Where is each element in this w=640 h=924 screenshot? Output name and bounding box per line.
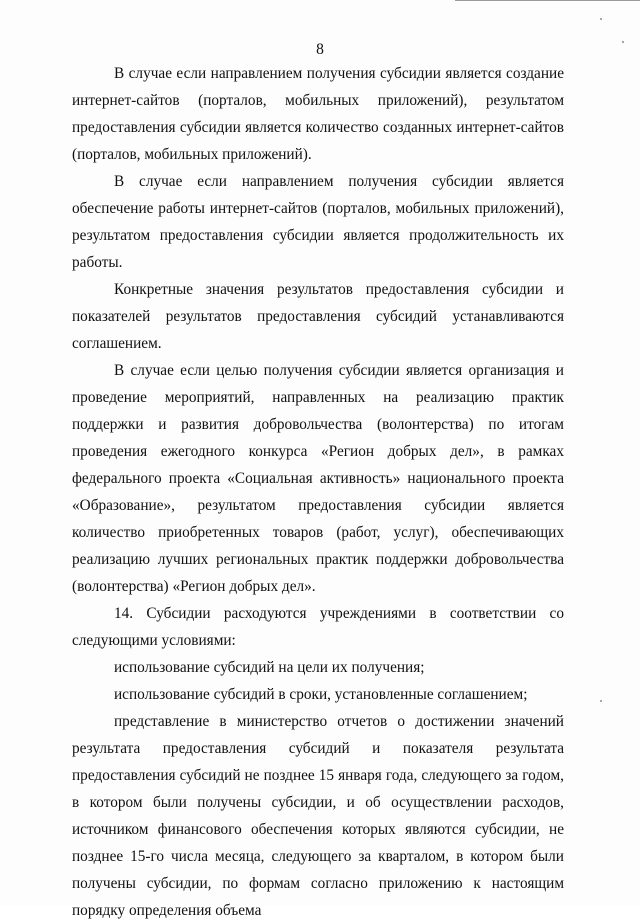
scan-speck (600, 18, 602, 20)
paragraph-section-14: 14. Субсидии расходуются учреждениями в соответствии со следующими условиями: (72, 605, 564, 649)
paragraph-website-operation: В случае если направлением получения субсидии является обеспечение работы интернет-сайтов (порталов, мобильных приложений), результатом предоставления субсидии является продолжительность их работы. (72, 173, 564, 271)
condition-item-reporting: представление в министерство отчетов о достижении значений результата предоставления субсидий и показателя результата предоставления субсидий не позднее 15 января года, следующего за годом, в котором были получены субсидии, и об осуществлении расходов, источником финансового обеспечения которых являются субсидии, не позднее 15-го числа месяца, следующего за кварталом, в котором были получены субсидии, по формам согласно приложению к настоящим порядку определения объема (72, 713, 564, 919)
scan-speck (622, 41, 624, 43)
condition-item-deadline: использование субсидий в сроки, установленные соглашением; (114, 686, 528, 703)
condition-item-purpose: использование субсидий на цели их получения; (114, 659, 425, 676)
top-edge-rule (455, 0, 640, 1)
paragraph-volunteering-events: В случае если целью получения субсидии является организация и проведение мероприятий, направленных на реализацию практик поддержки и развития добровольчества (волонтерства) по итогам проведения ежегодного конкурса «Регион добрых дел», в рамках федерального проекта «Социальная активность» национального проекта «Образование», результатом предоставления субсидии является количество приобретенных товаров (работ, услуг), обеспечивающих реализацию лучших региональных практик поддержки добровольчества (волонтерства) «Регион добрых дел». (72, 362, 564, 595)
document-body (72, 60, 564, 924)
paragraph-specific-values: Конкретные значения результатов предоставления субсидии и показателей результатов предоставления субсидий устанавливаются соглашением. (72, 281, 564, 352)
paragraph-website-creation: В случае если направлением получения субсидии является создание интернет-сайтов (порталов, мобильных приложений), результатом предоставления субсидии является количество созданных интернет-сайтов (порталов, мобильных приложений). (72, 65, 564, 163)
scan-speck (600, 700, 602, 702)
page-number: 8 (316, 41, 324, 58)
